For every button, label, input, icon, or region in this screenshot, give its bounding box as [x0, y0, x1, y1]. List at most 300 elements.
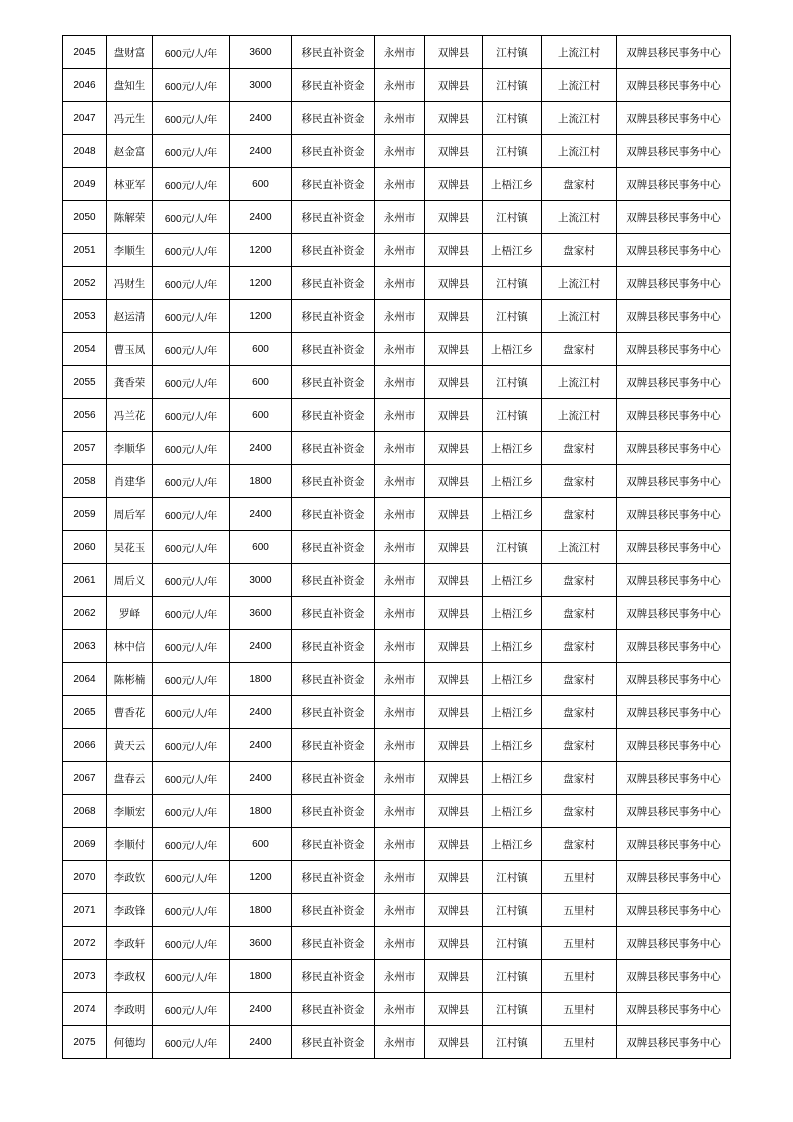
- town-cell: 江村镇: [483, 102, 542, 135]
- standard-cell: 600元/人/年: [153, 465, 230, 498]
- name-cell: 冯元生: [107, 102, 153, 135]
- village-cell: 盘家村: [542, 432, 617, 465]
- name-cell: 冯兰花: [107, 399, 153, 432]
- serial-number-cell: 2070: [63, 861, 107, 894]
- amount-cell: 600: [230, 531, 292, 564]
- amount-cell: 2400: [230, 1026, 292, 1059]
- name-cell: 何德均: [107, 1026, 153, 1059]
- village-cell: 盘家村: [542, 465, 617, 498]
- table-row: [63, 102, 731, 135]
- standard-cell: 600元/人/年: [153, 135, 230, 168]
- fund-type-cell: 移民直补资金: [292, 102, 375, 135]
- fund-type-cell: 移民直补资金: [292, 1026, 375, 1059]
- agency-cell: 双牌县移民事务中心: [617, 696, 731, 729]
- serial-number-cell: 2059: [63, 498, 107, 531]
- table-row: [63, 729, 731, 762]
- town-cell: 上梧江乡: [483, 333, 542, 366]
- amount-cell: 3600: [230, 597, 292, 630]
- amount-cell: 1800: [230, 960, 292, 993]
- village-cell: 盘家村: [542, 333, 617, 366]
- agency-cell: 双牌县移民事务中心: [617, 498, 731, 531]
- county-cell: 双牌县: [425, 168, 483, 201]
- serial-number-cell: 2057: [63, 432, 107, 465]
- table-row: [63, 432, 731, 465]
- fund-type-cell: 移民直补资金: [292, 36, 375, 69]
- name-cell: 龚香荣: [107, 366, 153, 399]
- table-row: [63, 135, 731, 168]
- county-cell: 双牌县: [425, 135, 483, 168]
- town-cell: 上梧江乡: [483, 828, 542, 861]
- village-cell: 上流江村: [542, 69, 617, 102]
- city-cell: 永州市: [375, 333, 425, 366]
- fund-type-cell: 移民直补资金: [292, 300, 375, 333]
- table-row: [63, 795, 731, 828]
- standard-cell: 600元/人/年: [153, 894, 230, 927]
- serial-number-cell: 2062: [63, 597, 107, 630]
- amount-cell: 2400: [230, 993, 292, 1026]
- standard-cell: 600元/人/年: [153, 168, 230, 201]
- county-cell: 双牌县: [425, 894, 483, 927]
- fund-type-cell: 移民直补资金: [292, 927, 375, 960]
- name-cell: 罗峄: [107, 597, 153, 630]
- fund-type-cell: 移民直补资金: [292, 168, 375, 201]
- standard-cell: 600元/人/年: [153, 795, 230, 828]
- standard-cell: 600元/人/年: [153, 993, 230, 1026]
- serial-number-cell: 2047: [63, 102, 107, 135]
- fund-type-cell: 移民直补资金: [292, 597, 375, 630]
- serial-number-cell: 2067: [63, 762, 107, 795]
- agency-cell: 双牌县移民事务中心: [617, 663, 731, 696]
- village-cell: 上流江村: [542, 531, 617, 564]
- name-cell: 盘春云: [107, 762, 153, 795]
- name-cell: 李顺生: [107, 234, 153, 267]
- table-row: [63, 630, 731, 663]
- county-cell: 双牌县: [425, 993, 483, 1026]
- city-cell: 永州市: [375, 135, 425, 168]
- table-row: [63, 696, 731, 729]
- amount-cell: 2400: [230, 432, 292, 465]
- amount-cell: 2400: [230, 201, 292, 234]
- standard-cell: 600元/人/年: [153, 960, 230, 993]
- name-cell: 肖建华: [107, 465, 153, 498]
- amount-cell: 1200: [230, 267, 292, 300]
- name-cell: 李政锋: [107, 894, 153, 927]
- village-cell: 盘家村: [542, 597, 617, 630]
- city-cell: 永州市: [375, 597, 425, 630]
- city-cell: 永州市: [375, 1026, 425, 1059]
- table-row: [63, 1026, 731, 1059]
- name-cell: 李政权: [107, 960, 153, 993]
- serial-number-cell: 2071: [63, 894, 107, 927]
- village-cell: 上流江村: [542, 102, 617, 135]
- town-cell: 上梧江乡: [483, 498, 542, 531]
- standard-cell: 600元/人/年: [153, 696, 230, 729]
- city-cell: 永州市: [375, 960, 425, 993]
- standard-cell: 600元/人/年: [153, 498, 230, 531]
- amount-cell: 600: [230, 333, 292, 366]
- town-cell: 上梧江乡: [483, 234, 542, 267]
- name-cell: 李顺宏: [107, 795, 153, 828]
- amount-cell: 2400: [230, 729, 292, 762]
- village-cell: 上流江村: [542, 366, 617, 399]
- agency-cell: 双牌县移民事务中心: [617, 894, 731, 927]
- standard-cell: 600元/人/年: [153, 762, 230, 795]
- table-body: [63, 36, 731, 1059]
- name-cell: 林亚军: [107, 168, 153, 201]
- standard-cell: 600元/人/年: [153, 663, 230, 696]
- table-row: [63, 894, 731, 927]
- table-row: [63, 36, 731, 69]
- serial-number-cell: 2065: [63, 696, 107, 729]
- amount-cell: 1800: [230, 894, 292, 927]
- amount-cell: 3600: [230, 36, 292, 69]
- standard-cell: 600元/人/年: [153, 432, 230, 465]
- fund-type-cell: 移民直补资金: [292, 663, 375, 696]
- amount-cell: 3000: [230, 69, 292, 102]
- agency-cell: 双牌县移民事务中心: [617, 102, 731, 135]
- standard-cell: 600元/人/年: [153, 300, 230, 333]
- county-cell: 双牌县: [425, 861, 483, 894]
- table-row: [63, 960, 731, 993]
- name-cell: 李政轩: [107, 927, 153, 960]
- serial-number-cell: 2063: [63, 630, 107, 663]
- city-cell: 永州市: [375, 861, 425, 894]
- agency-cell: 双牌县移民事务中心: [617, 762, 731, 795]
- name-cell: 吴花玉: [107, 531, 153, 564]
- county-cell: 双牌县: [425, 663, 483, 696]
- agency-cell: 双牌县移民事务中心: [617, 927, 731, 960]
- standard-cell: 600元/人/年: [153, 1026, 230, 1059]
- city-cell: 永州市: [375, 894, 425, 927]
- amount-cell: 2400: [230, 762, 292, 795]
- village-cell: 盘家村: [542, 168, 617, 201]
- city-cell: 永州市: [375, 993, 425, 1026]
- county-cell: 双牌县: [425, 366, 483, 399]
- county-cell: 双牌县: [425, 630, 483, 663]
- city-cell: 永州市: [375, 234, 425, 267]
- village-cell: 五里村: [542, 927, 617, 960]
- village-cell: 五里村: [542, 861, 617, 894]
- fund-type-cell: 移民直补资金: [292, 201, 375, 234]
- table-row: [63, 366, 731, 399]
- county-cell: 双牌县: [425, 1026, 483, 1059]
- agency-cell: 双牌县移民事务中心: [617, 300, 731, 333]
- standard-cell: 600元/人/年: [153, 729, 230, 762]
- standard-cell: 600元/人/年: [153, 234, 230, 267]
- town-cell: 江村镇: [483, 267, 542, 300]
- agency-cell: 双牌县移民事务中心: [617, 993, 731, 1026]
- amount-cell: 1200: [230, 300, 292, 333]
- amount-cell: 2400: [230, 135, 292, 168]
- fund-type-cell: 移民直补资金: [292, 696, 375, 729]
- name-cell: 赵运清: [107, 300, 153, 333]
- amount-cell: 1200: [230, 234, 292, 267]
- fund-type-cell: 移民直补资金: [292, 762, 375, 795]
- standard-cell: 600元/人/年: [153, 564, 230, 597]
- town-cell: 江村镇: [483, 36, 542, 69]
- standard-cell: 600元/人/年: [153, 597, 230, 630]
- village-cell: 盘家村: [542, 498, 617, 531]
- serial-number-cell: 2053: [63, 300, 107, 333]
- agency-cell: 双牌县移民事务中心: [617, 333, 731, 366]
- standard-cell: 600元/人/年: [153, 630, 230, 663]
- town-cell: 江村镇: [483, 300, 542, 333]
- city-cell: 永州市: [375, 366, 425, 399]
- name-cell: 盘财富: [107, 36, 153, 69]
- agency-cell: 双牌县移民事务中心: [617, 366, 731, 399]
- village-cell: 盘家村: [542, 762, 617, 795]
- amount-cell: 2400: [230, 630, 292, 663]
- standard-cell: 600元/人/年: [153, 267, 230, 300]
- table-row: [63, 762, 731, 795]
- table-row: [63, 234, 731, 267]
- name-cell: 冯财生: [107, 267, 153, 300]
- table-row: [63, 861, 731, 894]
- serial-number-cell: 2064: [63, 663, 107, 696]
- fund-type-cell: 移民直补资金: [292, 333, 375, 366]
- fund-type-cell: 移民直补资金: [292, 630, 375, 663]
- fund-type-cell: 移民直补资金: [292, 498, 375, 531]
- standard-cell: 600元/人/年: [153, 366, 230, 399]
- serial-number-cell: 2050: [63, 201, 107, 234]
- county-cell: 双牌县: [425, 465, 483, 498]
- fund-type-cell: 移民直补资金: [292, 399, 375, 432]
- town-cell: 江村镇: [483, 960, 542, 993]
- town-cell: 江村镇: [483, 201, 542, 234]
- serial-number-cell: 2051: [63, 234, 107, 267]
- table-row: [63, 828, 731, 861]
- serial-number-cell: 2073: [63, 960, 107, 993]
- table-row: [63, 597, 731, 630]
- table-row: [63, 993, 731, 1026]
- city-cell: 永州市: [375, 927, 425, 960]
- county-cell: 双牌县: [425, 300, 483, 333]
- serial-number-cell: 2061: [63, 564, 107, 597]
- serial-number-cell: 2052: [63, 267, 107, 300]
- city-cell: 永州市: [375, 828, 425, 861]
- fund-type-cell: 移民直补资金: [292, 729, 375, 762]
- amount-cell: 2400: [230, 498, 292, 531]
- standard-cell: 600元/人/年: [153, 828, 230, 861]
- fund-type-cell: 移民直补资金: [292, 366, 375, 399]
- serial-number-cell: 2072: [63, 927, 107, 960]
- town-cell: 江村镇: [483, 399, 542, 432]
- village-cell: 五里村: [542, 993, 617, 1026]
- name-cell: 陈解荣: [107, 201, 153, 234]
- city-cell: 永州市: [375, 663, 425, 696]
- agency-cell: 双牌县移民事务中心: [617, 531, 731, 564]
- subsidy-table: [62, 35, 731, 1059]
- town-cell: 江村镇: [483, 366, 542, 399]
- village-cell: 五里村: [542, 960, 617, 993]
- village-cell: 上流江村: [542, 267, 617, 300]
- table-row: [63, 927, 731, 960]
- county-cell: 双牌县: [425, 729, 483, 762]
- agency-cell: 双牌县移民事务中心: [617, 201, 731, 234]
- amount-cell: 2400: [230, 102, 292, 135]
- name-cell: 李政钦: [107, 861, 153, 894]
- amount-cell: 2400: [230, 696, 292, 729]
- agency-cell: 双牌县移民事务中心: [617, 828, 731, 861]
- serial-number-cell: 2056: [63, 399, 107, 432]
- town-cell: 上梧江乡: [483, 795, 542, 828]
- village-cell: 上流江村: [542, 36, 617, 69]
- serial-number-cell: 2048: [63, 135, 107, 168]
- serial-number-cell: 2068: [63, 795, 107, 828]
- agency-cell: 双牌县移民事务中心: [617, 795, 731, 828]
- agency-cell: 双牌县移民事务中心: [617, 432, 731, 465]
- city-cell: 永州市: [375, 564, 425, 597]
- town-cell: 上梧江乡: [483, 432, 542, 465]
- village-cell: 盘家村: [542, 630, 617, 663]
- name-cell: 李政明: [107, 993, 153, 1026]
- serial-number-cell: 2069: [63, 828, 107, 861]
- name-cell: 曹香花: [107, 696, 153, 729]
- agency-cell: 双牌县移民事务中心: [617, 399, 731, 432]
- agency-cell: 双牌县移民事务中心: [617, 861, 731, 894]
- county-cell: 双牌县: [425, 927, 483, 960]
- city-cell: 永州市: [375, 498, 425, 531]
- amount-cell: 1800: [230, 795, 292, 828]
- standard-cell: 600元/人/年: [153, 927, 230, 960]
- village-cell: 盘家村: [542, 729, 617, 762]
- table-row: [63, 498, 731, 531]
- fund-type-cell: 移民直补资金: [292, 861, 375, 894]
- city-cell: 永州市: [375, 201, 425, 234]
- village-cell: 盘家村: [542, 564, 617, 597]
- agency-cell: 双牌县移民事务中心: [617, 69, 731, 102]
- village-cell: 上流江村: [542, 399, 617, 432]
- town-cell: 江村镇: [483, 993, 542, 1026]
- amount-cell: 600: [230, 168, 292, 201]
- table-row: [63, 267, 731, 300]
- city-cell: 永州市: [375, 696, 425, 729]
- county-cell: 双牌县: [425, 432, 483, 465]
- village-cell: 上流江村: [542, 201, 617, 234]
- table-row: [63, 333, 731, 366]
- city-cell: 永州市: [375, 795, 425, 828]
- city-cell: 永州市: [375, 729, 425, 762]
- serial-number-cell: 2054: [63, 333, 107, 366]
- serial-number-cell: 2075: [63, 1026, 107, 1059]
- table-row: [63, 531, 731, 564]
- county-cell: 双牌县: [425, 234, 483, 267]
- town-cell: 江村镇: [483, 1026, 542, 1059]
- village-cell: 盘家村: [542, 828, 617, 861]
- name-cell: 曹玉凤: [107, 333, 153, 366]
- standard-cell: 600元/人/年: [153, 36, 230, 69]
- standard-cell: 600元/人/年: [153, 102, 230, 135]
- county-cell: 双牌县: [425, 696, 483, 729]
- county-cell: 双牌县: [425, 102, 483, 135]
- village-cell: 上流江村: [542, 300, 617, 333]
- village-cell: 上流江村: [542, 135, 617, 168]
- name-cell: 赵金富: [107, 135, 153, 168]
- agency-cell: 双牌县移民事务中心: [617, 597, 731, 630]
- fund-type-cell: 移民直补资金: [292, 993, 375, 1026]
- city-cell: 永州市: [375, 69, 425, 102]
- county-cell: 双牌县: [425, 69, 483, 102]
- fund-type-cell: 移民直补资金: [292, 894, 375, 927]
- agency-cell: 双牌县移民事务中心: [617, 564, 731, 597]
- agency-cell: 双牌县移民事务中心: [617, 960, 731, 993]
- city-cell: 永州市: [375, 36, 425, 69]
- agency-cell: 双牌县移民事务中心: [617, 36, 731, 69]
- serial-number-cell: 2045: [63, 36, 107, 69]
- amount-cell: 600: [230, 399, 292, 432]
- city-cell: 永州市: [375, 762, 425, 795]
- name-cell: 周后义: [107, 564, 153, 597]
- city-cell: 永州市: [375, 267, 425, 300]
- amount-cell: 3600: [230, 927, 292, 960]
- town-cell: 江村镇: [483, 531, 542, 564]
- county-cell: 双牌县: [425, 399, 483, 432]
- county-cell: 双牌县: [425, 762, 483, 795]
- fund-type-cell: 移民直补资金: [292, 432, 375, 465]
- county-cell: 双牌县: [425, 828, 483, 861]
- city-cell: 永州市: [375, 102, 425, 135]
- name-cell: 李顺付: [107, 828, 153, 861]
- town-cell: 上梧江乡: [483, 597, 542, 630]
- name-cell: 林中信: [107, 630, 153, 663]
- city-cell: 永州市: [375, 399, 425, 432]
- amount-cell: 1200: [230, 861, 292, 894]
- village-cell: 盘家村: [542, 663, 617, 696]
- town-cell: 江村镇: [483, 69, 542, 102]
- town-cell: 上梧江乡: [483, 762, 542, 795]
- city-cell: 永州市: [375, 630, 425, 663]
- serial-number-cell: 2058: [63, 465, 107, 498]
- name-cell: 盘知生: [107, 69, 153, 102]
- fund-type-cell: 移民直补资金: [292, 828, 375, 861]
- village-cell: 五里村: [542, 894, 617, 927]
- agency-cell: 双牌县移民事务中心: [617, 465, 731, 498]
- county-cell: 双牌县: [425, 597, 483, 630]
- standard-cell: 600元/人/年: [153, 531, 230, 564]
- standard-cell: 600元/人/年: [153, 399, 230, 432]
- serial-number-cell: 2046: [63, 69, 107, 102]
- town-cell: 上梧江乡: [483, 696, 542, 729]
- agency-cell: 双牌县移民事务中心: [617, 729, 731, 762]
- serial-number-cell: 2055: [63, 366, 107, 399]
- table-row: [63, 69, 731, 102]
- town-cell: 江村镇: [483, 135, 542, 168]
- town-cell: 上梧江乡: [483, 465, 542, 498]
- town-cell: 江村镇: [483, 927, 542, 960]
- town-cell: 上梧江乡: [483, 663, 542, 696]
- table-row: [63, 564, 731, 597]
- table-row: [63, 663, 731, 696]
- amount-cell: 1800: [230, 663, 292, 696]
- city-cell: 永州市: [375, 168, 425, 201]
- agency-cell: 双牌县移民事务中心: [617, 168, 731, 201]
- town-cell: 江村镇: [483, 894, 542, 927]
- fund-type-cell: 移民直补资金: [292, 795, 375, 828]
- name-cell: 陈彬楠: [107, 663, 153, 696]
- town-cell: 上梧江乡: [483, 564, 542, 597]
- serial-number-cell: 2060: [63, 531, 107, 564]
- town-cell: 上梧江乡: [483, 729, 542, 762]
- agency-cell: 双牌县移民事务中心: [617, 1026, 731, 1059]
- county-cell: 双牌县: [425, 795, 483, 828]
- village-cell: 五里村: [542, 1026, 617, 1059]
- amount-cell: 600: [230, 366, 292, 399]
- serial-number-cell: 2074: [63, 993, 107, 1026]
- serial-number-cell: 2066: [63, 729, 107, 762]
- town-cell: 上梧江乡: [483, 630, 542, 663]
- city-cell: 永州市: [375, 300, 425, 333]
- name-cell: 周后军: [107, 498, 153, 531]
